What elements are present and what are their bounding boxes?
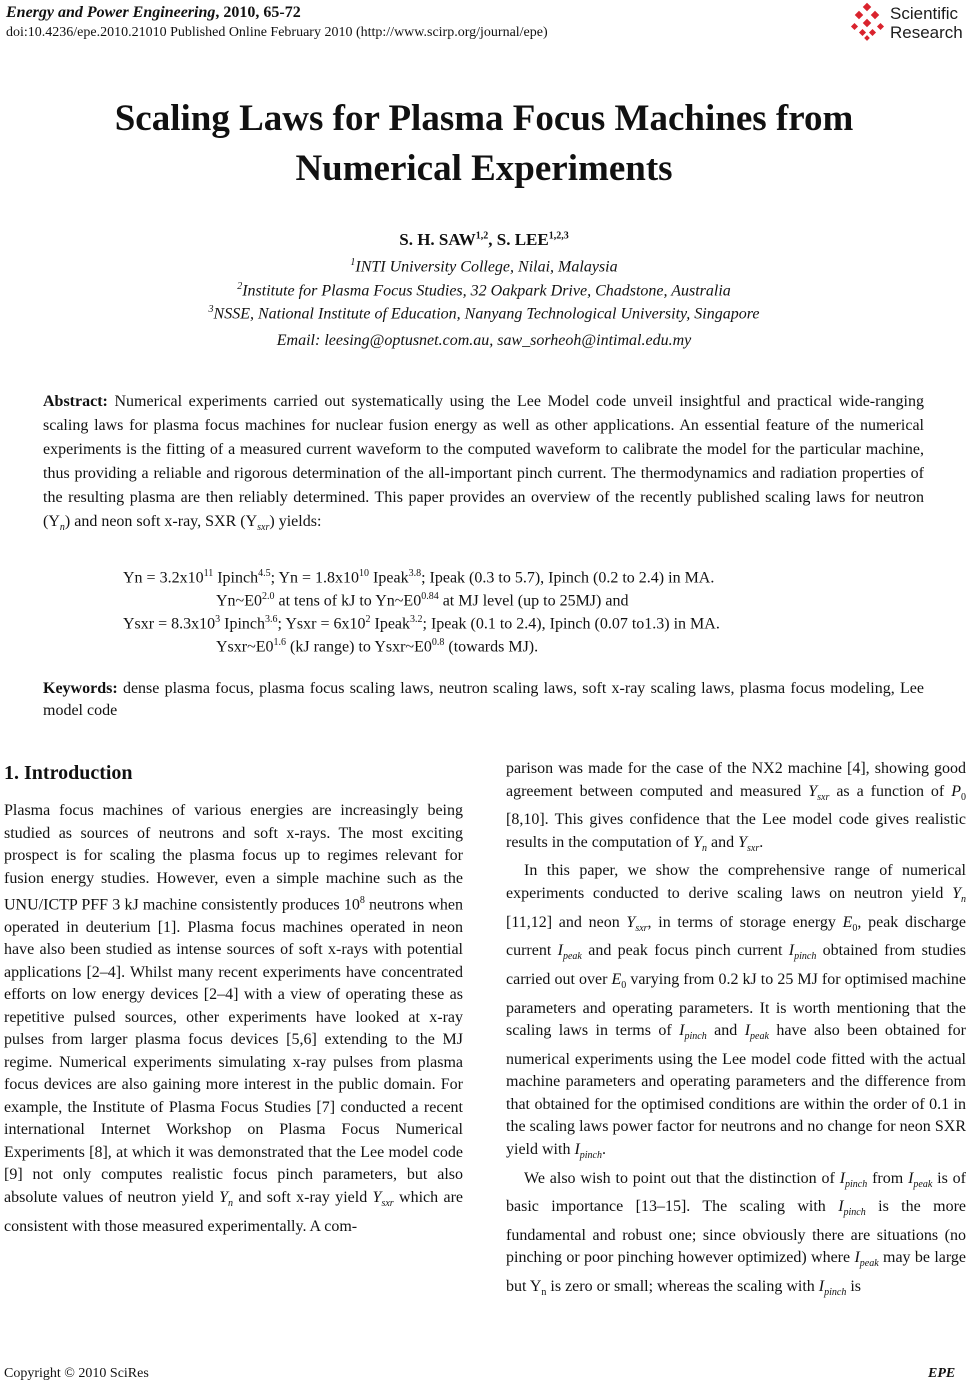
- keywords: [43, 678, 924, 722]
- equation-3: Ysxr = $8.3x10^3$ Ipinch$^{3.6}$; Ysxr = $6x10^2$ Ipeak$^{3.2}$; Ipeak (0.1 to 2.4), Ipinch (0.07 to1.3) in MA.: [123, 614, 720, 633]
- right-text-1b: as a function of: [829, 782, 952, 800]
- abstract-text: Numerical experiments carried out systematically using the Lee Model code unveil insightful and practical wide-ranging scaling laws for plasma focus machines for nuclear fusion energy as well as other applications. An essential feature of the numerical experiments is the fitting of a measured current waveform to the computed waveform to calibrate the model for the particular machine, thus providing a reliable and rigorous determination of the all-important pinch current. The thermodynamics and radiation properties of the resulting plasma are then reliably determined. This paper provides an overview of the recently published scaling laws for neutron (Y: [43, 393, 925, 530]
- journal-volume: , 2010, 65-72: [215, 4, 301, 21]
- author-list: [0, 230, 968, 250]
- left-text-d: which are consistent with those measured experimentally. A com-: [4, 1188, 463, 1235]
- logo-mark-icon: [848, 2, 888, 42]
- right-text-2i: have also been obtained for numerical experiments using the Lee model code fitted with the actual machine parameters and operating parameters and the difference from that obtained for the optimised conditions are within the order of 0.1 in the scaling laws power factor for neutrons and no change for neon SXR yield with: [506, 1022, 967, 1158]
- email-value[interactable]: : leesing@optusnet.com.au, saw_sorheoh@intimal.edu.my: [315, 332, 692, 349]
- author-1-affil: 1,2: [475, 230, 489, 242]
- equation-exponent: 3: [215, 614, 221, 625]
- author-2: S. LEE: [496, 230, 549, 249]
- publisher-logo: [848, 2, 966, 44]
- affiliation-1-number: 1: [350, 257, 356, 268]
- email-label: Email: [276, 332, 315, 349]
- equation-exponent: 3.2: [410, 614, 423, 625]
- author-1: S. H. SAW: [399, 230, 476, 249]
- affiliation-1-text: INTI University College, Nilai, Malaysia: [355, 258, 618, 276]
- left-text-a: Plasma focus machines of various energies are increasingly being studied as sources of neutrons and soft x-rays. The most exciting prospect is for scaling the plasma focus up to regimes relevant for fusion energy studies. However, even a simple machine such as the UNU/ICTP PFF 3 kJ machine consistently produces 10: [4, 802, 463, 914]
- affiliation-3-number: 3: [208, 304, 214, 315]
- keywords-text: dense plasma focus, plasma focus scaling laws, neutron scaling laws, soft x-ray scaling laws, plasma focus modeling, Lee model code: [43, 680, 924, 719]
- equation-exponent: 0.8: [431, 637, 445, 648]
- right-text-2e: and peak focus pinch current: [581, 942, 789, 960]
- author-2-affil: 1,2,3: [548, 230, 569, 242]
- right-text-2c: , in terms of storage energy: [647, 913, 843, 931]
- abstract-label: Abstract:: [43, 393, 108, 410]
- journal-name: Energy and Power Engineering: [6, 4, 216, 21]
- abstract-text-2: ) and neon soft x-ray, SXR (Y: [64, 513, 258, 530]
- equation-exponent: 4.5: [258, 568, 271, 579]
- left-sup-8: 8: [359, 895, 365, 906]
- affiliation-2: [0, 281, 968, 300]
- right-paragraph-3: We also wish to point out that the distinction of $I_{pinch}$ from $I_{peak}$ is of basic importance [13–15]. The scaling with $I_{pinch}$ is the more fundamental and robust one; since obviously there are situations (no pinching or poor pinching however optimized) where $I_{peak}$ may be large but $Y_n$ is zero or small; whereas the scaling with $I_{pinch}$ is: [506, 1169, 967, 1299]
- left-text-c: and soft x-ray yield: [233, 1188, 373, 1206]
- right-column: [506, 758, 966, 1305]
- journal-header: [6, 4, 301, 22]
- keywords-label: Keywords:: [43, 680, 118, 697]
- left-paragraph-1: Plasma focus machines of various energies are increasingly being studied as sources of neutrons and soft x-rays. The most exciting prospect is for scaling the plasma focus up to regimes relevant for fusion energy studies. However, even a simple machine such as the UNU/ICTP PFF 3 kJ machine consistently produces $10^8$ neutrons when operated in deuterium [1]. Plasma focus machines operated in neon have also been studied as intense sources of soft x-rays with potential applications [2–4]. Whilst many recent experiments have concentrated efforts on low energy devices [2–4] with a view of operating these as repetitive pulsed sources, other experiments have looked at x-ray pulses from larger plasma focus devices [5,6] extending to the MJ regime. Numerical experiments simulating x-ray pulses from plasma focus devices are also gaining more interest in the public domain. For example, the Institute of Plasma Focus Studies [7] conducted a recent international Internet Workshop on Plasma Focus Numerical Experiments [8], at which it was demonstrated that the Lee model code [9] not only computes realistic focus pinch parameters, but also absolute values of neutron yield $Y_n$ and soft x-ray yield $Y_{sxr}$ which are consistent with those measured experimentally. A com-: [4, 802, 464, 1235]
- affiliation-3: [0, 304, 968, 323]
- right-paragraph-1: parison was made for the case of the NX2 machine [4], showing good agreement between computed and measured $Y_{sxr}$ as a function of $P_0$ [8,10]. This gives confidence that the Lee model code gives realistic results in the computation of $Y_n$ and $Y_{sxr}$.: [506, 760, 967, 854]
- left-column: [4, 800, 463, 1238]
- logo-text-scientific: Scientific: [890, 4, 959, 23]
- title-line-2: Numerical Experiments: [295, 148, 673, 189]
- right-text-2g: varying from 0.2 kJ to 25 MJ for optimised machine parameters and operating parameters. It is worth mentioning that the scaling laws in terms of: [506, 970, 967, 1040]
- abstract-text-3: ) yields:: [269, 513, 322, 530]
- footer-copyright: Copyright © 2010 SciRes: [4, 1366, 149, 1381]
- equation-exponent: 11: [203, 568, 214, 579]
- equation-exponent: 2.0: [261, 591, 275, 602]
- right-text-3d: is the more fundamental and robust one; since obviously there are situations (no pinching or poor pinching however optimized) where: [506, 1198, 966, 1267]
- equation-1: $Yn = 3.2x10^{11}$ Ipinch$^{4.5}$; $Yn = 1.8x10^{10}$ Ipeak$^{3.8}$; Ipeak (0.3 to 5.7), Ipinch (0.2 to 2.4) in MA.: [123, 568, 715, 587]
- affiliation-2-text: Institute for Plasma Focus Studies, 32 Oakpark Drive, Chadstone, Australia: [242, 282, 731, 300]
- right-text-2h: and: [706, 1022, 745, 1040]
- equation-exponent: 2: [365, 614, 371, 625]
- author-separator: ,: [488, 230, 497, 249]
- right-sub-n: n: [541, 1287, 547, 1299]
- doi-line: doi:10.4236/epe.2010.21010 Published Online February 2010 (http://www.scirp.org/journal/epe): [6, 25, 548, 40]
- left-text-b: neutrons when operated in deuterium [1]. Plasma focus machines operated in neon have also been studied as intense sources of soft x-rays with potential applications [2–4]. Whilst many recent experiments have concentrated efforts on low energy devices [2–4] with a view of operating these as repetitive pulsed sources, other experiments have looked at x-ray pulses from larger plasma focus devices [5,6] extending to the MJ regime. Numerical experiments simulating x-ray pulses from plasma focus devices are also gaining more interest in the public domain. For example, the Institute of Plasma Focus Studies [7] conducted a recent international Internet Workshop on Plasma Focus Numerical Experiments [8], at which it was demonstrated that the Lee model code [9] not only computes realistic focus pinch parameters, but also absolute values of neutron yield: [4, 896, 464, 1206]
- right-text-3b: from: [867, 1169, 909, 1187]
- right-text-3e: may be large but Y: [506, 1249, 967, 1296]
- abstract-sub-sxr: sxr: [257, 522, 270, 534]
- affiliation-3-text: NSSE, National Institute of Education, Nanyang Technological University, Singapore: [213, 305, 760, 323]
- paper-title: [40, 94, 928, 194]
- affiliation-1: [0, 257, 968, 276]
- right-text-3c: is of basic importance [13–15]. The scaling with: [506, 1169, 967, 1216]
- logo-text-research: Research: [890, 23, 963, 42]
- equation-exponent: 10: [359, 568, 370, 579]
- right-text-3f: is zero or small; whereas the scaling with: [546, 1278, 819, 1296]
- equation-exponent: 1.6: [273, 637, 287, 648]
- right-text-2d: , peak discharge current: [506, 913, 967, 960]
- affiliation-2-number: 2: [237, 281, 243, 292]
- right-text-2b: [11,12] and neon: [506, 913, 627, 931]
- right-text-2f: obtained from studies carried out over: [506, 942, 967, 988]
- section-heading: 1. Introduction: [4, 762, 133, 784]
- email-line: [0, 332, 968, 350]
- equation-exponent: 3.6: [265, 614, 278, 625]
- right-text-1d: and: [706, 833, 739, 851]
- abstract-sub-n: n: [59, 522, 65, 534]
- equation-exponent: 3.8: [408, 568, 422, 579]
- equation-exponent: 0.84: [421, 591, 439, 602]
- right-text-1a: parison was made for the case of the NX2 machine [4], showing good agreement between computed and measured: [506, 760, 966, 800]
- footer-journal-abbr: EPE: [928, 1366, 956, 1381]
- right-paragraph-2: In this paper, we show the comprehensive range of numerical experiments conducted to derive scaling laws on neutron yield $Y_n$ [11,12] and neon $Y_{sxr}$, in terms of storage energy $E_0$, peak discharge current $I_{peak}$ and peak focus pinch current $I_{pinch}$ obtained from studies carried out over $E_0$ varying from 0.2 kJ to 25 MJ for optimised machine parameters and operating parameters. It is worth mentioning that the scaling laws in terms of $I_{pinch}$ and $I_{peak}$ have also been obtained for numerical experiments using the Lee model code fitted with the actual machine parameters and operating parameters and the difference from that obtained for the optimised conditions are within the order of 0.1 in the scaling laws power factor for neutrons and no change for neon SXR yield with $I_{pinch}$.: [506, 862, 967, 1161]
- abstract: [43, 390, 924, 540]
- right-text-2a: In this paper, we show the comprehensive range of numerical experiments conducted to derive scaling laws on neutron yield: [506, 862, 966, 902]
- equation-2: $Yn\sim E0^{2.0}$ at tens of kJ to $Yn\sim E0^{0.84}$ at MJ level (up to 25MJ) and: [216, 591, 629, 610]
- title-line-1: Scaling Laws for Plasma Focus Machines from: [114, 98, 854, 139]
- right-text-3a: We also wish to point out that the distinction of: [524, 1169, 840, 1187]
- equation-4: $Ysxr\sim E0^{1.6}$ (kJ range) to $Ysxr\sim E0^{0.8}$ (towards MJ).: [216, 637, 539, 656]
- right-text-1c: [8,10]. This gives confidence that the Lee model code gives realistic results in the computation of: [506, 811, 966, 851]
